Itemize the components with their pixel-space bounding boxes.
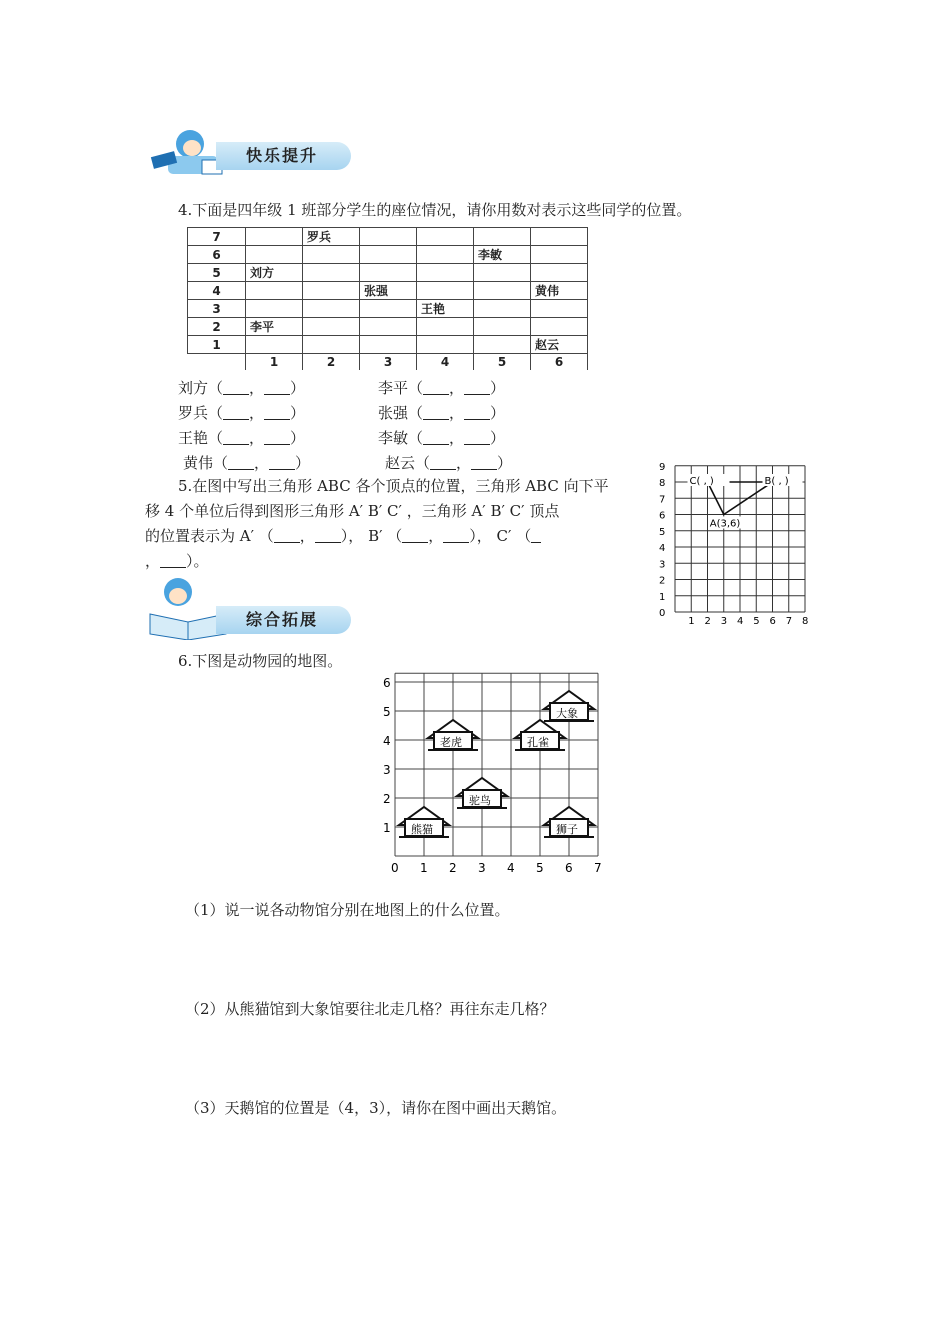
q4-question: 4.下面是四年级 1 班部分学生的座位情况，请你用数对表示这些同学的位置。 [178,201,692,219]
column-label: 3 [360,354,417,370]
x-tick-label: 2 [704,616,711,627]
q6-sub1: （1）说一说各动物馆分别在地图上的什么位置。 [185,901,510,919]
answer-blank[interactable] [423,430,449,445]
seat-cell [474,300,531,318]
q5-line4: ， ）。 [145,552,209,570]
x-tick-label: 7 [785,616,793,627]
table-row [188,264,588,282]
y-tick-label: 2 [659,575,666,587]
seat-cell [360,246,417,264]
seat-cell [360,300,417,318]
answer-blank[interactable] [402,528,428,543]
q6-sub2: （2）从熊猫馆到大象馆要往北走几格？再往东走几格？ [185,1000,555,1018]
seat-cell [303,318,360,336]
row-label: 2 [188,318,246,336]
corner [188,354,246,370]
seat-cell [417,264,474,282]
seat-cell [246,336,303,354]
vertex-c-label: C( , ) [689,476,714,487]
column-labels [188,354,588,370]
x-tick-label: 8 [802,616,809,627]
seat-cell [246,228,303,246]
triangle-grid [655,462,815,632]
x-tick-label: 6 [769,616,776,627]
row-label: 3 [188,300,246,318]
seat-cell: 赵云 [531,336,588,354]
seat-cell [303,282,360,300]
q6-sub3: （3）天鹅馆的位置是（4，3），请你在图中画出天鹅馆。 [185,1099,567,1117]
seat-cell [360,318,417,336]
answer-blank[interactable] [223,380,249,395]
seat-cell [303,300,360,318]
y-tick-label: 3 [659,559,666,571]
seat-cell [474,228,531,246]
y-tick-label: 5 [383,705,391,719]
column-label: 2 [303,354,360,370]
y-tick-label: 5 [659,526,666,538]
seat-cell: 刘方 [246,264,303,282]
answer-blank[interactable] [228,455,254,470]
answer-blank[interactable] [315,528,341,543]
y-tick-label: 2 [383,792,391,806]
x-tick-label: 4 [507,861,515,875]
answer-row: 刘方（ ， ） [178,379,306,397]
house-label: 老虎 [440,736,462,749]
table-row [188,246,588,264]
answer-blank[interactable] [464,430,490,445]
table-row [188,228,588,246]
section-banner-extend [148,602,358,636]
answer-blank[interactable] [160,553,186,568]
answer-blank[interactable] [269,455,295,470]
seat-cell [474,318,531,336]
house-label: 大象 [556,707,578,720]
seat-cell [417,228,474,246]
seat-cell: 李敏 [474,246,531,264]
answer-blank[interactable] [464,405,490,420]
row-label: 7 [188,228,246,246]
seat-cell [531,300,588,318]
seat-cell [303,264,360,282]
answer-blank[interactable] [274,528,300,543]
answer-row: 罗兵（ ， ） [178,404,306,422]
table-row [188,318,588,336]
vertex-b-label: B( , ) [764,476,789,487]
y-tick-label: 8 [659,478,666,489]
y-tick-label: 4 [383,734,391,748]
answer-blank[interactable] [423,380,449,395]
seat-cell [474,336,531,354]
answer-blank[interactable] [223,405,249,420]
seat-cell [303,336,360,354]
y-tick-label: 6 [383,676,391,690]
y-tick-label: 1 [383,821,391,835]
section-title: 快乐提升 [216,142,351,170]
q6-question: 6.下图是动物园的地图。 [178,652,343,670]
answer-row: 李敏（ ， ） [378,429,506,447]
seat-cell [474,264,531,282]
table-row [188,282,588,300]
house-label: 驼鸟 [469,794,491,807]
x-tick-label: 7 [594,861,602,875]
house-label: 熊猫 [411,823,433,836]
seat-cell [531,246,588,264]
answer-blank[interactable] [264,380,290,395]
x-tick-label: 3 [478,861,486,875]
x-tick-label: 2 [449,861,457,875]
seat-cell: 王艳 [417,300,474,318]
y-tick-label: 7 [659,494,666,506]
x-tick-label: 5 [536,861,544,875]
answer-blank[interactable] [264,405,290,420]
answer-blank[interactable] [264,430,290,445]
seat-cell [417,336,474,354]
answer-row: 李平（ ， ） [378,379,506,397]
y-tick-label: 3 [383,763,391,777]
seat-cell [417,318,474,336]
q5-line2: 移 4 个单位后得到图形三角形 A′ B′ C′ ，三角形 A′ B′ C′ 顶点 [145,502,560,520]
answer-blank[interactable] [223,430,249,445]
seat-cell: 黄伟 [531,282,588,300]
answer-blank[interactable] [443,528,469,543]
answer-blank[interactable] [471,455,497,470]
vertex-a-label: A(3,6) [709,518,741,530]
seat-cell: 张强 [360,282,417,300]
column-label: 4 [417,354,474,370]
row-label: 5 [188,264,246,282]
y-tick-label: 0 [659,608,666,619]
y-tick-label: 1 [659,591,666,603]
seat-cell: 李平 [246,318,303,336]
seat-cell [303,246,360,264]
seat-cell [531,228,588,246]
seat-cell: 罗兵 [303,228,360,246]
x-tick-label: 1 [688,616,695,627]
x-tick-label: 1 [420,861,428,875]
seat-cell [474,282,531,300]
row-label: 6 [188,246,246,264]
x-tick-label: 3 [720,616,728,627]
answer-row: 张强（ ， ） [378,404,506,422]
x-tick-label: 5 [753,616,760,627]
seat-cell [531,318,588,336]
answer-blank[interactable] [464,380,490,395]
seat-cell [246,300,303,318]
row-label: 4 [188,282,246,300]
x-tick-label: 0 [391,861,399,875]
seat-cell [360,336,417,354]
table-row [188,300,588,318]
seat-cell [417,282,474,300]
y-tick-label: 9 [659,462,666,473]
answer-row: 赵云（ ， ） [385,454,513,472]
answer-blank[interactable] [423,405,449,420]
row-label: 1 [188,336,246,354]
q5-line3: 的位置表示为 A′ （ ， ）， B′ （ ， ）， C′ （ [145,524,541,549]
x-tick-label: 6 [565,861,573,875]
column-label: 1 [246,354,303,370]
x-tick-label: 4 [737,616,744,627]
answer-row: 黄伟（ ， ） [183,454,311,472]
answer-blank[interactable] [531,528,541,543]
seat-cell [246,282,303,300]
house-label: 狮子 [556,823,578,836]
column-label: 5 [474,354,531,370]
zoo-map [375,668,615,878]
seat-cell [360,264,417,282]
section-banner-happy [148,138,358,172]
seating-table [187,227,588,370]
seat-cell [246,246,303,264]
y-tick-label: 6 [659,510,666,522]
table-row [188,336,588,354]
column-label: 6 [531,354,588,370]
y-tick-label: 4 [659,543,666,554]
q5-line1: 5.在图中写出三角形 ABC 各个顶点的位置，三角形 ABC 向下平 [178,477,609,495]
section-title: 综合拓展 [216,606,351,634]
seat-cell [417,246,474,264]
seat-cell [360,228,417,246]
answer-blank[interactable] [430,455,456,470]
house-label: 孔雀 [527,736,549,749]
answer-row: 王艳（ ， ） [178,429,306,447]
seat-cell [531,264,588,282]
